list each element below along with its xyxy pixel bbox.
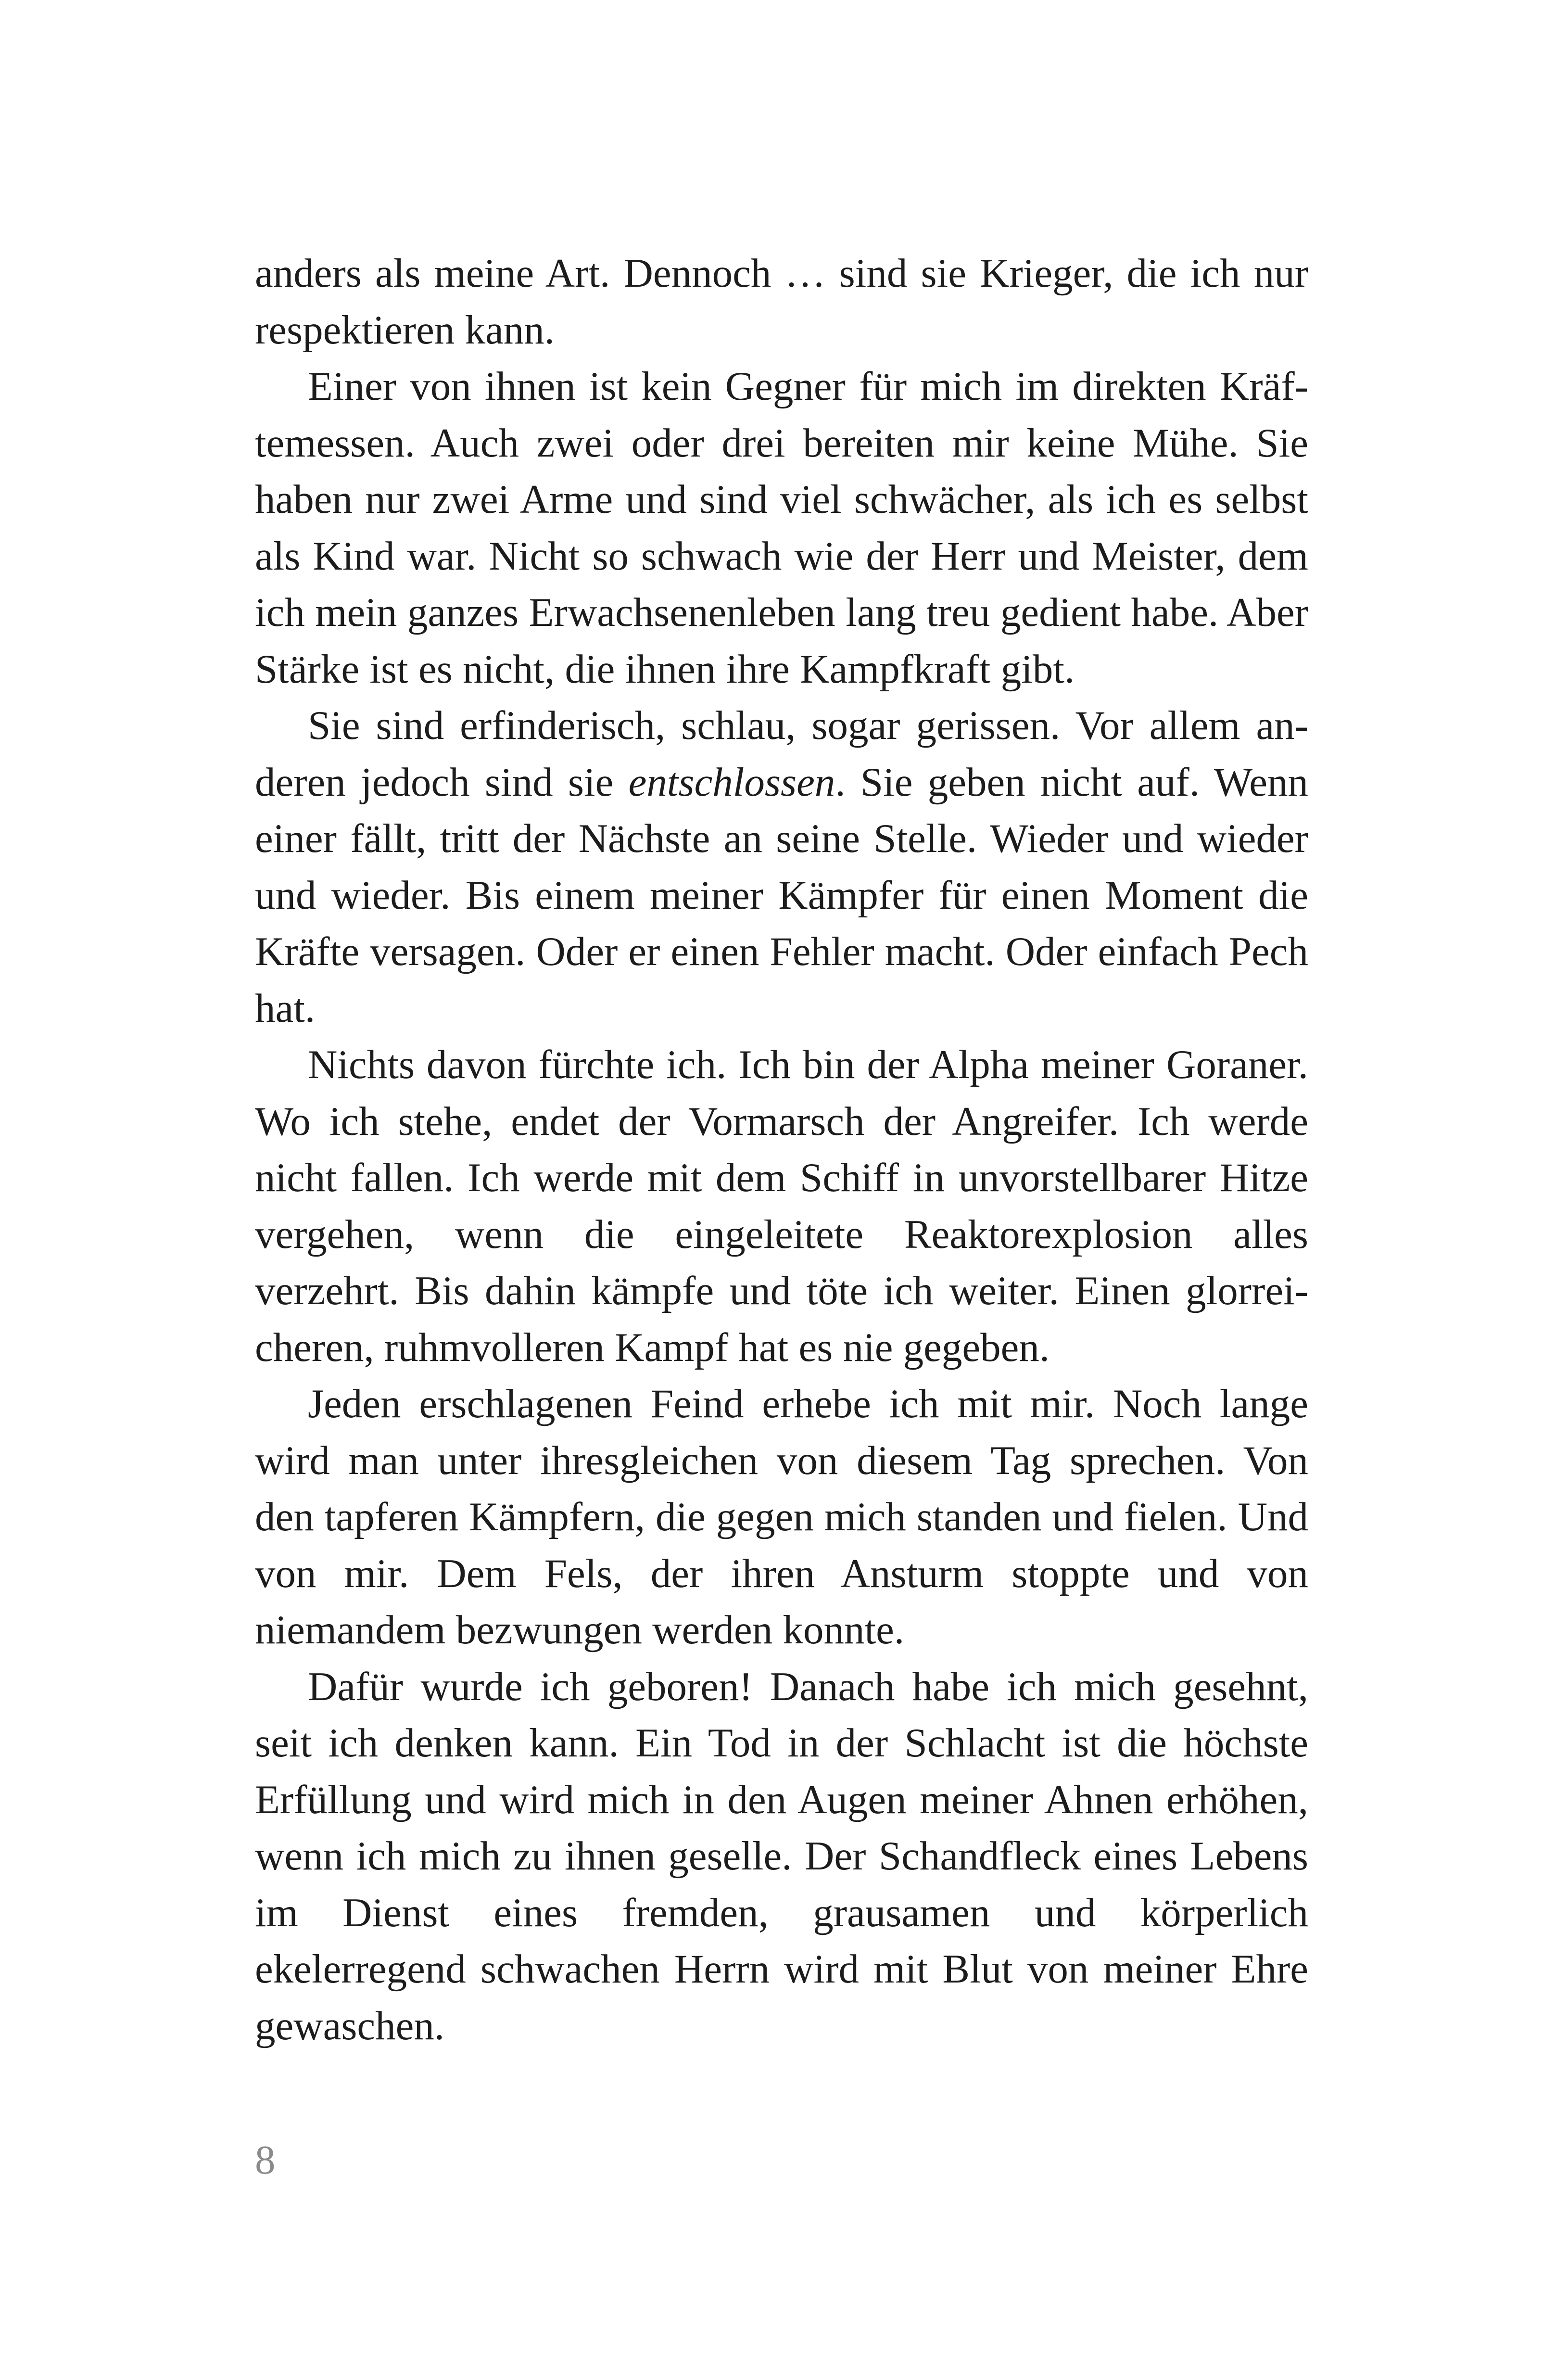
paragraph <box>255 1037 1308 1376</box>
emphasized-word: entschlossen <box>628 759 835 805</box>
paragraph <box>255 1376 1308 1659</box>
paragraph <box>255 698 1308 1037</box>
paragraph <box>255 245 1308 358</box>
body-text <box>255 245 1308 2054</box>
paragraph-text: Jeden erschlagenen Feind erhebe ich mit mir. Noch lange wird man unter ihresgleichen von diesem Tag sprechen. Von den tapferen Kämpfern, die gegen mich standen und fielen. Und von mir. Dem Fels, der ihren Ansturm stoppte und von niemandem bezwungen werden konnte. <box>255 1381 1308 1652</box>
paragraph-text: anders als meine Art. Dennoch … sind sie Krieger, die ich nur respektieren kann. <box>255 251 1308 353</box>
paragraph-text: Dafür wurde ich geboren! Danach habe ich mich gesehnt, seit ich denken kann. Ein Tod in der Schlacht ist die höchste Erfüllung und wird mich in den Augen meiner Ahnen erhöhen, wenn ich mich zu ihnen geselle. Der Schandfleck eines Lebens im Dienst eines fremden, grausamen und körperlich ekelerregend schwachen Herrn wird mit Blut von meiner Ehre gewaschen. <box>255 1664 1308 2048</box>
paragraph-text: Sie sind erfinderisch, schlau, sogar gerissen. Vor allem anderen jedoch sind sie <box>255 703 1308 805</box>
paragraph <box>255 1659 1308 2055</box>
paragraph-text: Einer von ihnen ist kein Gegner für mich im direkten Kräftemessen. Auch zwei oder drei bereiten mir keine Mühe. Sie haben nur zwei Arme und sind viel schwächer, als ich es selbst als Kind war. Nicht so schwach wie der Herr und Meister, dem ich mein ganzes Erwachsenenleben lang treu gedient habe. Aber Stärke ist es nicht, die ihnen ihre Kampfkraft gibt. <box>255 364 1308 692</box>
paragraph-text: Nichts davon fürchte ich. Ich bin der Alpha meiner Goraner. Wo ich stehe, endet der Vormarsch der Angreifer. Ich werde nicht fallen. Ich werde mit dem Schiff in unvorstellbarer Hitze vergehen, wenn die eingeleitete Reaktorexplosion alles verzehrt. Bis dahin kämpfe und töte ich weiter. Einen glorreicheren, ruhmvolleren Kampf hat es nie gegeben. <box>255 1042 1308 1370</box>
paragraph-text: . Sie geben nicht auf. Wenn einer fällt, tritt der Nächste an seine Stelle. Wieder und wieder und wieder. Bis einem meiner Kämpfer für einen Moment die Kräfte versagen. Oder er einen Fehler macht. Oder einfach Pech hat. <box>255 759 1308 1031</box>
page-number: 8 <box>255 2137 276 2183</box>
paragraph <box>255 358 1308 698</box>
